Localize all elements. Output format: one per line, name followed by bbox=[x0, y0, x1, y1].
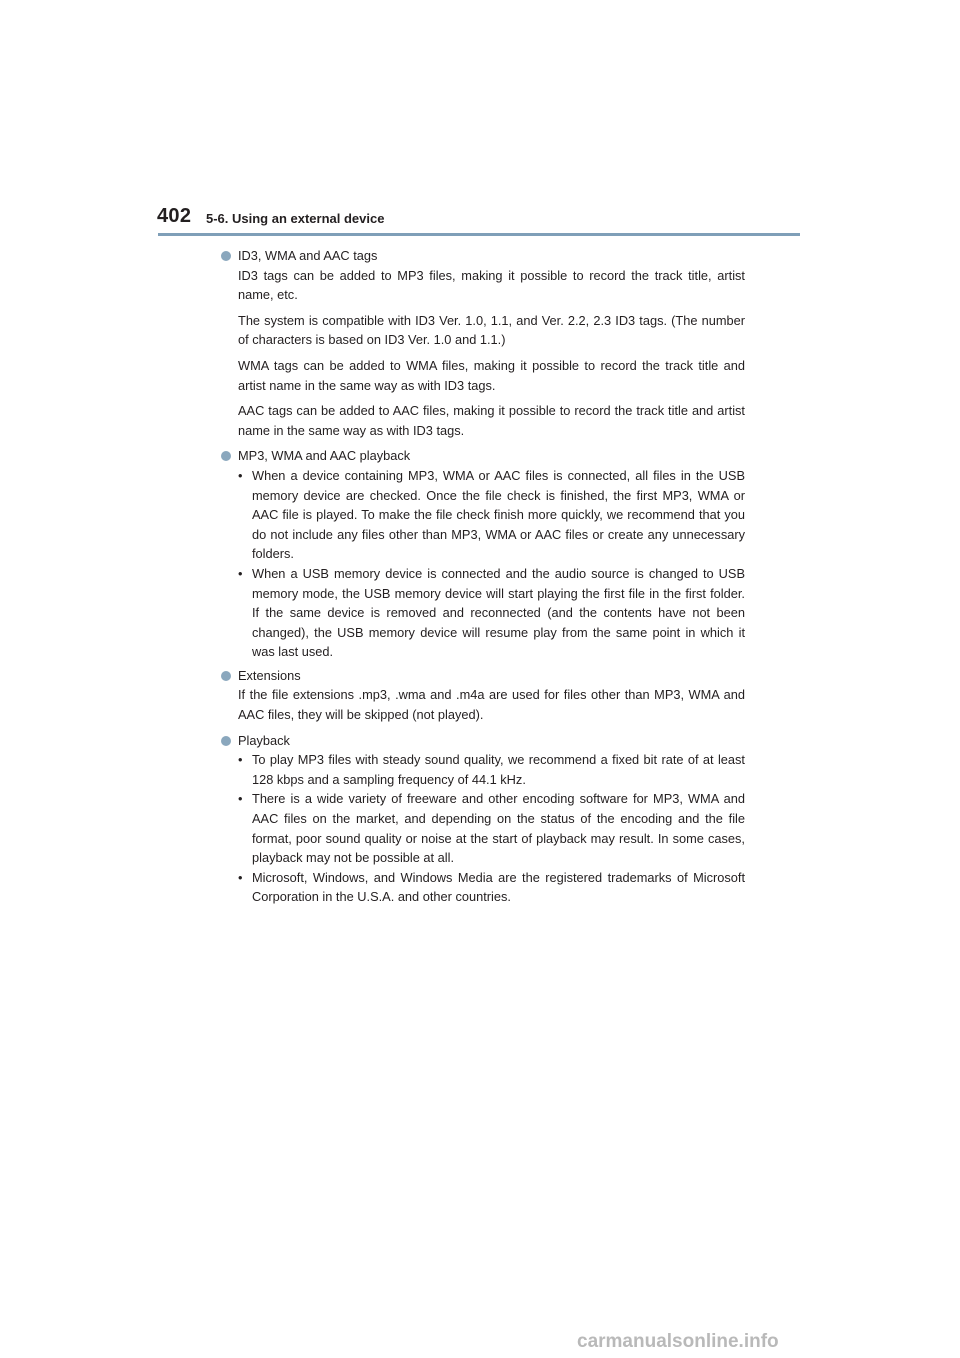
list-item-text: When a USB memory device is connected and the audio source is changed to USB memory mode, the USB memory device will start playing the first file in the first folder. If the same device is removed and reconnected (and the contents have not been changed), the USB memory device will resume play from the same point in which it was last used. bbox=[252, 565, 745, 660]
item-title: ID3, WMA and AAC tags bbox=[238, 248, 378, 263]
list-item bbox=[238, 750, 745, 789]
item-playback-formats bbox=[221, 446, 745, 662]
circle-bullet-icon bbox=[221, 451, 231, 461]
page-content bbox=[221, 246, 745, 911]
paragraph: ID3 tags can be added to MP3 files, making it possible to record the track title, artist name, etc. bbox=[238, 267, 745, 303]
list-item bbox=[238, 868, 745, 907]
paragraph: If the file extensions .mp3, .wma and .m4a are used for files other than MP3, WMA and AAC files, they will be skipped (not played). bbox=[238, 687, 745, 723]
sub-list bbox=[238, 750, 745, 907]
dot-bullet-icon: • bbox=[238, 467, 243, 483]
dot-bullet-icon: • bbox=[238, 791, 243, 807]
item-heading bbox=[238, 731, 745, 751]
paragraph: AAC tags can be added to AAC files, making it possible to record the track title and artist name in the same way as with ID3 tags. bbox=[238, 403, 745, 438]
dot-bullet-icon: • bbox=[238, 565, 243, 581]
section-title: 5-6. Using an external device bbox=[206, 211, 385, 226]
list-item-text: When a device containing MP3, WMA or AAC files is connected, all files in the USB memory device are checked. Once the file check is finished, the first MP3, WMA or AAC file is played. To make the file check finish more quickly, we recommend that you do not include any files other than MP3, WMA or AAC files or create any unnecessary folders. bbox=[252, 467, 745, 562]
item-playback bbox=[221, 731, 745, 907]
item-title: Extensions bbox=[238, 667, 301, 683]
item-heading bbox=[238, 666, 745, 686]
page-number: 402 bbox=[157, 205, 192, 227]
header-rule bbox=[158, 233, 800, 236]
circle-bullet-icon bbox=[221, 736, 231, 746]
item-extensions bbox=[221, 666, 745, 725]
circle-bullet-icon bbox=[221, 251, 231, 261]
paragraph: WMA tags can be added to WMA files, making it possible to record the track title and artist name in the same way as with ID3 tags. bbox=[238, 357, 745, 393]
list-item-text: There is a wide variety of freeware and other encoding software for MP3, WMA and AAC files on the market, and depending on the status of the encoding and the file format, poor sound quality or noise at the start of playback may result. In some cases, playback may not be possible at all. bbox=[252, 791, 745, 866]
item-heading bbox=[238, 246, 745, 266]
dot-bullet-icon: • bbox=[238, 752, 243, 768]
dot-bullet-icon: • bbox=[238, 869, 243, 885]
list-item-text: Microsoft, Windows, and Windows Media are the registered trademarks of Microsoft Corporation in the U.S.A. and other countries. bbox=[252, 869, 745, 905]
list-item bbox=[238, 466, 745, 564]
list-item bbox=[238, 789, 745, 867]
watermark: carmanualsonline.info bbox=[577, 1331, 779, 1352]
sub-list bbox=[238, 466, 745, 662]
list-item bbox=[238, 564, 745, 662]
item-id3-tags bbox=[221, 246, 745, 440]
paragraph: The system is compatible with ID3 Ver. 1.0, 1.1, and Ver. 2.2, 2.3 ID3 tags. (The number of characters is based on ID3 Ver. 1.0 and 1.1.) bbox=[238, 312, 745, 348]
list-item-text: To play MP3 files with steady sound quality, we recommend a fixed bit rate of at least 128 kbps and a sampling frequency of 44.1 kHz. bbox=[252, 752, 745, 787]
circle-bullet-icon bbox=[221, 671, 231, 681]
item-title: Playback bbox=[238, 732, 290, 748]
item-heading bbox=[238, 446, 745, 466]
item-title: MP3, WMA and AAC playback bbox=[238, 448, 411, 464]
